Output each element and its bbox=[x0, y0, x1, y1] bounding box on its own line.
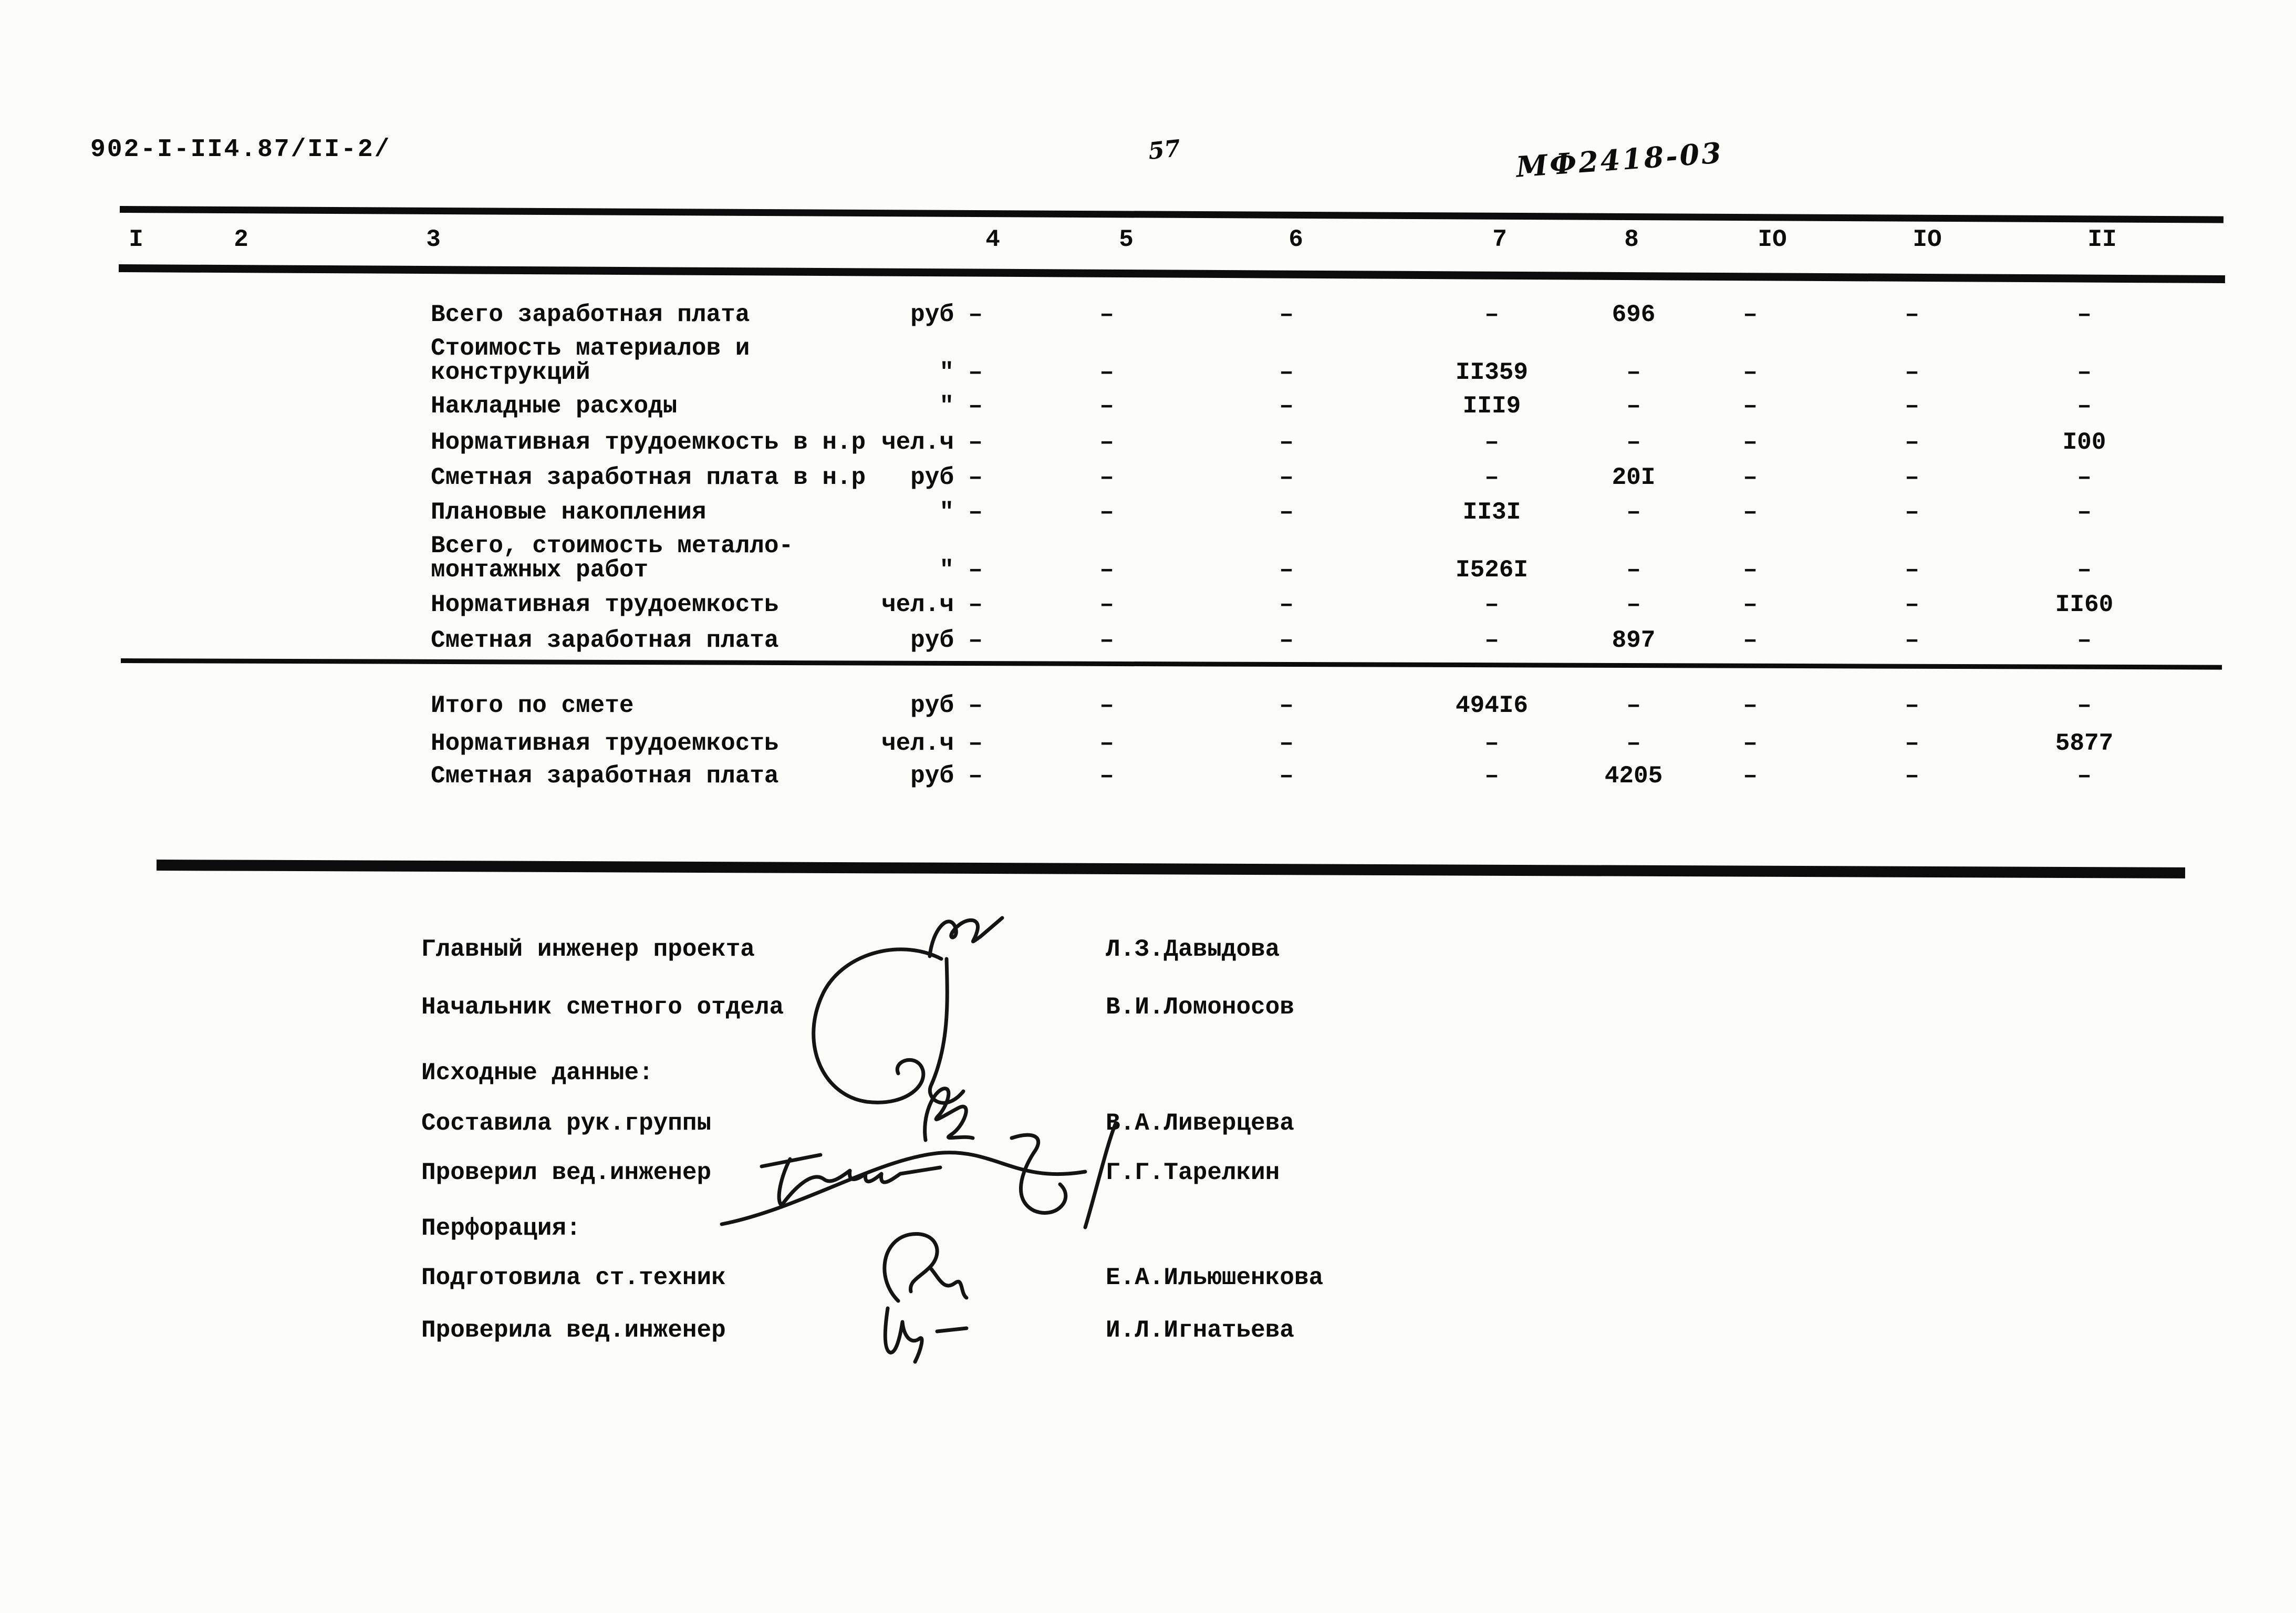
table-row-value: – bbox=[1743, 301, 1758, 328]
table-row-unit: чел.ч bbox=[881, 429, 954, 456]
table-row-value: – bbox=[968, 556, 983, 584]
totals-row-value: – bbox=[968, 692, 983, 719]
table-row-value: – bbox=[1905, 429, 1919, 456]
table-row-value: – bbox=[1484, 591, 1499, 618]
table-row-value: – bbox=[1905, 301, 1919, 328]
totals-row-value: – bbox=[1099, 762, 1114, 790]
table-row-value: – bbox=[968, 429, 983, 456]
table-row-value: – bbox=[1626, 429, 1641, 456]
table-row-label: монтажных работ bbox=[431, 556, 649, 584]
table-row-value: – bbox=[1626, 392, 1641, 420]
table-row-value: – bbox=[1743, 499, 1758, 526]
totals-row-value: 5877 bbox=[2055, 730, 2114, 757]
table-row-label: Плановые накопления bbox=[431, 499, 707, 526]
column-header: 3 bbox=[426, 226, 441, 253]
table-row-value: – bbox=[2077, 392, 2092, 420]
table-row-label: конструкций bbox=[431, 359, 590, 386]
table-row-value: – bbox=[968, 301, 983, 328]
totals-row-value: – bbox=[1905, 692, 1919, 719]
doc-number: 902-I-II4.87/II-2/ bbox=[90, 136, 391, 164]
totals-row-value: – bbox=[1743, 730, 1758, 757]
table-row-value: – bbox=[968, 392, 983, 420]
table-row-value: – bbox=[1484, 429, 1499, 456]
signature-name: В.А.Ливерцева bbox=[1106, 1110, 1294, 1137]
totals-row-value: – bbox=[1905, 730, 1919, 757]
table-row-value: 20I bbox=[1612, 464, 1656, 491]
table-row-value: – bbox=[1099, 392, 1114, 420]
totals-row-value: – bbox=[1626, 692, 1641, 719]
table-row-label: Накладные расходы bbox=[431, 392, 678, 420]
totals-row-value: – bbox=[1626, 730, 1641, 757]
totals-row-label: Нормативная трудоемкость bbox=[431, 730, 779, 757]
totals-row-value: – bbox=[2077, 692, 2092, 719]
lead-engineer-signature-scribble bbox=[718, 1120, 1122, 1241]
table-row-value: – bbox=[1279, 392, 1294, 420]
totals-row-value: – bbox=[1484, 730, 1499, 757]
column-header: 4 bbox=[985, 226, 1000, 253]
totals-row-unit: руб bbox=[910, 692, 954, 719]
column-header: IO bbox=[1913, 226, 1942, 253]
table-row-value: – bbox=[968, 499, 983, 526]
table-row-value: – bbox=[1279, 429, 1294, 456]
table-row-unit: " bbox=[939, 556, 954, 584]
totals-row-value: 4205 bbox=[1604, 762, 1663, 790]
table-row-value: – bbox=[1743, 556, 1758, 584]
table-top-rule bbox=[120, 206, 2224, 223]
table-row-value: – bbox=[1099, 359, 1114, 386]
totals-row-value: – bbox=[2077, 762, 2092, 790]
signature-role: Начальник сметного отдела bbox=[421, 994, 784, 1021]
table-row-value: – bbox=[1099, 627, 1114, 654]
totals-row-value: – bbox=[1743, 762, 1758, 790]
table-row-value: – bbox=[968, 627, 983, 654]
totals-row-value: – bbox=[1279, 762, 1294, 790]
senior-technician-signature-scribble bbox=[866, 1229, 976, 1308]
table-row-value: – bbox=[1905, 359, 1919, 386]
column-header: 6 bbox=[1289, 226, 1303, 253]
table-row-unit: руб bbox=[910, 301, 954, 328]
table-row-value: – bbox=[2077, 359, 2092, 386]
table-row-value: – bbox=[1099, 556, 1114, 584]
table-row-value: – bbox=[968, 359, 983, 386]
totals-row-value: – bbox=[1484, 762, 1499, 790]
table-row-value: – bbox=[2077, 301, 2092, 328]
table-row-value: – bbox=[1099, 591, 1114, 618]
table-row-unit: руб bbox=[910, 464, 954, 491]
table-row-value: – bbox=[2077, 556, 2092, 584]
table-row-value: – bbox=[2077, 464, 2092, 491]
signature-role: Перфорация: bbox=[421, 1215, 581, 1242]
table-row-label: Всего, стоимость металло- bbox=[431, 532, 794, 560]
table-row-value: – bbox=[1743, 464, 1758, 491]
signature-role: Исходные данные: bbox=[421, 1059, 653, 1087]
table-row-unit: " bbox=[939, 359, 954, 386]
signature-role: Проверил вед.инженер bbox=[421, 1159, 712, 1186]
table-row-value: – bbox=[1279, 359, 1294, 386]
table-row-unit: руб bbox=[910, 627, 954, 654]
table-row-value: – bbox=[1484, 464, 1499, 491]
signature-role: Составила рук.группы bbox=[421, 1110, 712, 1137]
table-row-value: I00 bbox=[2062, 429, 2106, 456]
column-header: 5 bbox=[1119, 226, 1134, 253]
totals-row-unit: руб bbox=[910, 762, 954, 790]
totals-row-value: – bbox=[1743, 692, 1758, 719]
table-row-value: – bbox=[1626, 499, 1641, 526]
table-row-value: – bbox=[1626, 359, 1641, 386]
table-row-value: – bbox=[1905, 464, 1919, 491]
table-row-value: – bbox=[1905, 556, 1919, 584]
column-header: 8 bbox=[1624, 226, 1639, 253]
table-row-value: – bbox=[1743, 591, 1758, 618]
table-row-value: – bbox=[1099, 301, 1114, 328]
table-row-value: – bbox=[1743, 392, 1758, 420]
table-row-unit: чел.ч bbox=[881, 591, 954, 618]
table-row-value: – bbox=[1905, 499, 1919, 526]
table-row-label: Сметная заработная плата bbox=[431, 627, 779, 654]
column-header: I bbox=[129, 226, 143, 253]
signature-role: Главный инженер проекта bbox=[421, 936, 755, 963]
signature-role: Подготовила ст.техник bbox=[421, 1264, 726, 1291]
table-row-label: Всего заработная плата bbox=[431, 301, 750, 328]
totals-row-value: – bbox=[1099, 730, 1114, 757]
table-row-value: – bbox=[1905, 392, 1919, 420]
totals-row-label: Итого по смете bbox=[431, 692, 634, 719]
page-number: 57 bbox=[1147, 135, 1182, 166]
totals-row-value: – bbox=[1279, 692, 1294, 719]
stamp-number: МФ2418-03 bbox=[1515, 136, 1724, 184]
table-row-value: II60 bbox=[2055, 591, 2114, 618]
signature-name: Е.А.Ильюшенкова bbox=[1106, 1264, 1324, 1291]
table-row-value: 696 bbox=[1612, 301, 1656, 328]
table-row-value: – bbox=[1626, 591, 1641, 618]
table-row-value: – bbox=[1484, 627, 1499, 654]
table-row-value: – bbox=[1099, 499, 1114, 526]
table-row-value: – bbox=[1626, 556, 1641, 584]
table-row-value: III9 bbox=[1462, 392, 1521, 420]
table-bottom-rule bbox=[157, 860, 2185, 878]
table-row-value: – bbox=[1099, 464, 1114, 491]
table-row-value: – bbox=[1279, 627, 1294, 654]
totals-row-unit: чел.ч bbox=[881, 730, 954, 757]
signature-name: И.Л.Игнатьева bbox=[1106, 1317, 1294, 1344]
totals-row-value: – bbox=[1279, 730, 1294, 757]
table-row-value: – bbox=[968, 591, 983, 618]
column-header: 7 bbox=[1492, 226, 1507, 253]
table-row-label: Стоимость материалов и bbox=[431, 335, 750, 362]
signature-role: Проверила вед.инженер bbox=[421, 1317, 726, 1344]
totals-row-value: – bbox=[968, 762, 983, 790]
totals-row-value: – bbox=[1905, 762, 1919, 790]
table-row-value: – bbox=[1099, 429, 1114, 456]
table-row-value: – bbox=[1743, 429, 1758, 456]
totals-row-label: Сметная заработная плата bbox=[431, 762, 779, 790]
totals-row-value: – bbox=[1099, 692, 1114, 719]
table-row-value: – bbox=[1279, 556, 1294, 584]
table-row-value: II359 bbox=[1455, 359, 1529, 386]
table-row-value: 897 bbox=[1612, 627, 1656, 654]
column-header: 2 bbox=[234, 226, 248, 253]
table-row-value: – bbox=[1484, 301, 1499, 328]
table-header-rule bbox=[119, 264, 2225, 283]
table-row-value: – bbox=[1743, 359, 1758, 386]
table-row-value: II3I bbox=[1462, 499, 1521, 526]
table-row-value: – bbox=[2077, 499, 2092, 526]
table-row-value: – bbox=[1743, 627, 1758, 654]
checker-engineer-signature-scribble bbox=[871, 1299, 986, 1367]
signature-name: Г.Г.Тарелкин bbox=[1106, 1159, 1280, 1186]
table-subtotal-rule bbox=[121, 658, 2222, 670]
table-row-unit: " bbox=[939, 499, 954, 526]
column-header: IO bbox=[1758, 226, 1787, 253]
signature-name: Л.З.Давыдова bbox=[1106, 936, 1280, 963]
table-row-label: Нормативная трудоемкость bbox=[431, 591, 779, 618]
table-row-unit: " bbox=[939, 392, 954, 420]
table-row-value: I526I bbox=[1455, 556, 1529, 584]
table-row-label: Сметная заработная плата в н.р bbox=[431, 464, 866, 491]
table-row-value: – bbox=[1279, 591, 1294, 618]
table-row-value: – bbox=[1279, 301, 1294, 328]
table-row-label: Нормативная трудоемкость в н.р bbox=[431, 429, 866, 456]
table-row-value: – bbox=[1905, 627, 1919, 654]
column-header: II bbox=[2087, 226, 2117, 253]
signature-name: В.И.Ломоносов bbox=[1106, 994, 1294, 1021]
totals-row-value: – bbox=[968, 730, 983, 757]
table-row-value: – bbox=[1905, 591, 1919, 618]
table-row-value: – bbox=[1279, 464, 1294, 491]
table-row-value: – bbox=[2077, 627, 2092, 654]
table-row-value: – bbox=[968, 464, 983, 491]
totals-row-value: 494I6 bbox=[1455, 692, 1529, 719]
table-row-value: – bbox=[1279, 499, 1294, 526]
